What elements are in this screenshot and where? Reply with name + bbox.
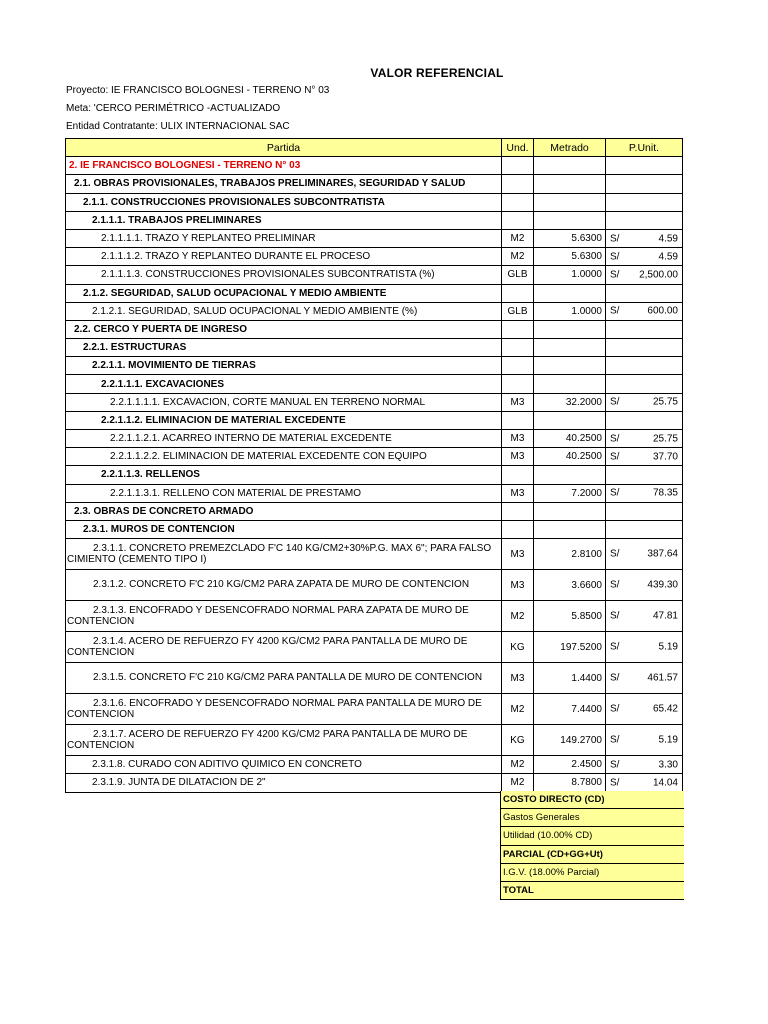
partida-cell: 2. IE FRANCISCO BOLOGNESI - TERRENO N° 03 xyxy=(66,157,502,175)
und-cell xyxy=(502,175,534,193)
partida-cell: 2.3.1.8. CURADO CON ADITIVO QUIMICO EN CONCRETO xyxy=(66,756,502,774)
currency-symbol: S/ xyxy=(610,734,620,746)
punit-cell xyxy=(606,694,683,725)
metrado-cell xyxy=(534,357,606,375)
metrado-cell: 40.2500 xyxy=(534,448,606,466)
punit-cell xyxy=(606,725,683,756)
partida-cell: 2.3.1.2. CONCRETO F'C 210 KG/CM2 PARA ZAPATA DE MURO DE CONTENCION xyxy=(66,570,502,601)
table-row xyxy=(66,774,683,792)
partida-cell: 2.2.1.1.2.2. ELIMINACION DE MATERIAL EXCEDENTE CON EQUIPO xyxy=(66,448,502,466)
und-cell xyxy=(502,357,534,375)
punit-cell xyxy=(606,663,683,694)
und-cell: M3 xyxy=(502,448,534,466)
und-cell: GLB xyxy=(502,302,534,320)
metrado-cell: 5.8500 xyxy=(534,601,606,632)
table-row xyxy=(66,175,683,193)
punit-cell xyxy=(606,601,683,632)
summary-utility: Utilidad (10.00% CD) xyxy=(501,827,684,845)
metrado-cell: 197.5200 xyxy=(534,632,606,663)
punit-cell xyxy=(606,284,683,302)
und-cell xyxy=(502,466,534,484)
budget-table xyxy=(65,138,683,793)
summary-igv: I.G.V. (18.00% Parcial) xyxy=(501,863,684,881)
partida-cell: 2.3.1.3. ENCOFRADO Y DESENCOFRADO NORMAL PARA ZAPATA DE MURO DE CONTENCION xyxy=(66,601,502,632)
unit-price: 5.19 xyxy=(658,641,678,653)
metrado-cell xyxy=(534,411,606,429)
header-und: Und. xyxy=(502,139,534,157)
budget-table-body xyxy=(66,157,683,792)
table-row xyxy=(66,502,683,520)
metrado-cell: 1.4400 xyxy=(534,663,606,694)
metrado-cell: 2.4500 xyxy=(534,756,606,774)
punit-cell xyxy=(606,756,683,774)
unit-price: 37.70 xyxy=(652,451,678,463)
document-title: VALOR REFERENCIAL xyxy=(370,66,504,80)
table-row xyxy=(66,157,683,175)
metrado-cell xyxy=(534,339,606,357)
unit-price: 25.75 xyxy=(652,433,678,445)
punit-cell xyxy=(606,411,683,429)
metrado-cell xyxy=(534,502,606,520)
unit-price: 5.19 xyxy=(658,734,678,746)
currency-symbol: S/ xyxy=(610,233,620,245)
punit-cell xyxy=(606,774,683,792)
table-row xyxy=(66,466,683,484)
punit-cell xyxy=(606,430,683,448)
partida-cell: 2.1.1.1.2. TRAZO Y REPLANTEO DURANTE EL PROCESO xyxy=(66,248,502,266)
partida-cell: 2.2.1.1.1.1. EXCAVACION, CORTE MANUAL EN TERRENO NORMAL xyxy=(66,393,502,411)
header-metrado: Metrado xyxy=(534,139,606,157)
und-cell xyxy=(502,284,534,302)
currency-symbol: S/ xyxy=(610,251,620,263)
partida-cell: 2.1.1.1. TRABAJOS PRELIMINARES xyxy=(66,211,502,229)
table-row xyxy=(66,632,683,663)
partida-cell: 2.1.1.1.3. CONSTRUCCIONES PROVISIONALES SUBCONTRATISTA (%) xyxy=(66,266,502,284)
und-cell: M2 xyxy=(502,694,534,725)
unit-price: 2,500.00 xyxy=(639,269,678,281)
metrado-cell xyxy=(534,211,606,229)
metrado-cell: 149.2700 xyxy=(534,725,606,756)
und-cell xyxy=(502,502,534,520)
und-cell: M3 xyxy=(502,539,534,570)
metrado-cell: 8.7800 xyxy=(534,774,606,792)
summary-general-expenses: Gastos Generales xyxy=(501,809,684,827)
table-row xyxy=(66,756,683,774)
und-cell: M2 xyxy=(502,756,534,774)
currency-symbol: S/ xyxy=(610,396,620,408)
unit-price: 4.59 xyxy=(658,251,678,263)
table-row xyxy=(66,725,683,756)
und-cell: M2 xyxy=(502,601,534,632)
table-row xyxy=(66,393,683,411)
unit-price: 4.59 xyxy=(658,233,678,245)
metrado-cell: 5.6300 xyxy=(534,248,606,266)
partida-cell: 2.3.1.1. CONCRETO PREMEZCLADO F'C 140 KG/CM2+30%P.G. MAX 6"; PARA FALSO CIMIENTO (CEMENTO TIPO I) xyxy=(66,539,502,570)
punit-cell xyxy=(606,248,683,266)
unit-price: 600.00 xyxy=(647,305,678,317)
header-partida: Partida xyxy=(66,139,502,157)
currency-symbol: S/ xyxy=(610,777,620,789)
partida-cell: 2.3.1. MUROS DE CONTENCION xyxy=(66,520,502,538)
currency-symbol: S/ xyxy=(610,610,620,622)
metrado-cell xyxy=(534,175,606,193)
metrado-cell xyxy=(534,284,606,302)
unit-price: 439.30 xyxy=(647,579,678,591)
metrado-cell: 40.2500 xyxy=(534,430,606,448)
metrado-cell: 1.0000 xyxy=(534,266,606,284)
table-row xyxy=(66,520,683,538)
partida-cell: 2.3.1.7. ACERO DE REFUERZO FY 4200 KG/CM2 PARA PANTALLA DE MURO DE CONTENCION xyxy=(66,725,502,756)
table-row xyxy=(66,266,683,284)
punit-cell xyxy=(606,375,683,393)
und-cell: M2 xyxy=(502,774,534,792)
und-cell: M3 xyxy=(502,393,534,411)
und-cell xyxy=(502,320,534,338)
currency-symbol: S/ xyxy=(610,487,620,499)
partida-cell: 2.3.1.4. ACERO DE REFUERZO FY 4200 KG/CM2 PARA PANTALLA DE MURO DE CONTENCION xyxy=(66,632,502,663)
table-row xyxy=(66,430,683,448)
summary-total: TOTAL xyxy=(501,881,684,899)
table-row xyxy=(66,694,683,725)
und-cell: M3 xyxy=(502,570,534,601)
table-row xyxy=(66,601,683,632)
partida-cell: 2.2.1.1.2. ELIMINACION DE MATERIAL EXCEDENTE xyxy=(66,411,502,429)
und-cell: M3 xyxy=(502,663,534,694)
punit-cell xyxy=(606,229,683,247)
partida-cell: 2.2.1.1.1. EXCAVACIONES xyxy=(66,375,502,393)
table-row xyxy=(66,484,683,502)
table-row xyxy=(66,570,683,601)
unit-price: 461.57 xyxy=(647,672,678,684)
partida-cell: 2.1. OBRAS PROVISIONALES, TRABAJOS PRELIMINARES, SEGURIDAD Y SALUD xyxy=(66,175,502,193)
table-row xyxy=(66,320,683,338)
table-row xyxy=(66,375,683,393)
punit-cell xyxy=(606,539,683,570)
unit-price: 47.81 xyxy=(652,610,678,622)
currency-symbol: S/ xyxy=(610,433,620,445)
metrado-cell xyxy=(534,520,606,538)
currency-symbol: S/ xyxy=(610,703,620,715)
table-row xyxy=(66,339,683,357)
metrado-cell xyxy=(534,320,606,338)
und-cell xyxy=(502,211,534,229)
und-cell xyxy=(502,375,534,393)
partida-cell: 2.2.1.1.3.1. RELLENO CON MATERIAL DE PRESTAMO xyxy=(66,484,502,502)
project-line: Proyecto: IE FRANCISCO BOLOGNESI - TERRENO N° 03 xyxy=(66,85,330,96)
currency-symbol: S/ xyxy=(610,759,620,771)
summary-table xyxy=(500,791,684,900)
metrado-cell: 7.2000 xyxy=(534,484,606,502)
und-cell xyxy=(502,520,534,538)
metrado-cell xyxy=(534,375,606,393)
partida-cell: 2.2.1.1.2.1. ACARREO INTERNO DE MATERIAL EXCEDENTE xyxy=(66,430,502,448)
unit-price: 3.30 xyxy=(658,759,678,771)
table-row xyxy=(66,302,683,320)
metrado-cell: 7.4400 xyxy=(534,694,606,725)
metrado-cell xyxy=(534,193,606,211)
metrado-cell: 2.8100 xyxy=(534,539,606,570)
partida-cell: 2.1.1.1.1. TRAZO Y REPLANTEO PRELIMINAR xyxy=(66,229,502,247)
metrado-cell xyxy=(534,466,606,484)
partida-cell: 2.2.1. ESTRUCTURAS xyxy=(66,339,502,357)
table-row xyxy=(66,539,683,570)
punit-cell xyxy=(606,570,683,601)
meta-line: Meta: 'CERCO PERIMÉTRICO -ACTUALIZADO xyxy=(66,103,281,114)
punit-cell xyxy=(606,393,683,411)
und-cell: M2 xyxy=(502,229,534,247)
partida-cell: 2.2. CERCO Y PUERTA DE INGRESO xyxy=(66,320,502,338)
unit-price: 65.42 xyxy=(652,703,678,715)
table-row xyxy=(66,193,683,211)
metrado-cell: 1.0000 xyxy=(534,302,606,320)
punit-cell xyxy=(606,357,683,375)
punit-cell xyxy=(606,175,683,193)
unit-price: 25.75 xyxy=(652,396,678,408)
punit-cell xyxy=(606,266,683,284)
summary-direct-cost: COSTO DIRECTO (CD) xyxy=(501,791,684,809)
und-cell: KG xyxy=(502,632,534,663)
metrado-cell xyxy=(534,157,606,175)
und-cell: KG xyxy=(502,725,534,756)
table-row xyxy=(66,357,683,375)
metrado-cell: 3.6600 xyxy=(534,570,606,601)
table-row xyxy=(66,284,683,302)
und-cell: M3 xyxy=(502,430,534,448)
punit-cell xyxy=(606,520,683,538)
partida-cell: 2.3.1.9. JUNTA DE DILATACION DE 2" xyxy=(66,774,502,792)
partida-cell: 2.1.2. SEGURIDAD, SALUD OCUPACIONAL Y MEDIO AMBIENTE xyxy=(66,284,502,302)
punit-cell xyxy=(606,211,683,229)
unit-price: 78.35 xyxy=(652,487,678,499)
summary-partial: PARCIAL (CD+GG+Ut) xyxy=(501,845,684,863)
partida-cell: 2.3. OBRAS DE CONCRETO ARMADO xyxy=(66,502,502,520)
unit-price: 387.64 xyxy=(647,548,678,560)
punit-cell xyxy=(606,320,683,338)
contracting-entity-line: Entidad Contratante: ULIX INTERNACIONAL SAC xyxy=(66,121,290,132)
punit-cell xyxy=(606,193,683,211)
table-header-row xyxy=(66,139,683,157)
punit-cell xyxy=(606,448,683,466)
table-row xyxy=(66,211,683,229)
header-punit: P.Unit. xyxy=(606,139,683,157)
table-row xyxy=(66,229,683,247)
und-cell: GLB xyxy=(502,266,534,284)
currency-symbol: S/ xyxy=(610,451,620,463)
table-row xyxy=(66,448,683,466)
table-row xyxy=(66,663,683,694)
partida-cell: 2.1.1. CONSTRUCCIONES PROVISIONALES SUBCONTRATISTA xyxy=(66,193,502,211)
punit-cell xyxy=(606,484,683,502)
punit-cell xyxy=(606,502,683,520)
partida-cell: 2.1.2.1. SEGURIDAD, SALUD OCUPACIONAL Y MEDIO AMBIENTE (%) xyxy=(66,302,502,320)
currency-symbol: S/ xyxy=(610,269,620,281)
punit-cell xyxy=(606,632,683,663)
table-row xyxy=(66,248,683,266)
punit-cell xyxy=(606,339,683,357)
und-cell xyxy=(502,339,534,357)
currency-symbol: S/ xyxy=(610,672,620,684)
und-cell xyxy=(502,157,534,175)
metrado-cell: 5.6300 xyxy=(534,229,606,247)
currency-symbol: S/ xyxy=(610,579,620,591)
und-cell xyxy=(502,193,534,211)
currency-symbol: S/ xyxy=(610,305,620,317)
currency-symbol: S/ xyxy=(610,548,620,560)
und-cell: M2 xyxy=(502,248,534,266)
partida-cell: 2.2.1.1. MOVIMIENTO DE TIERRAS xyxy=(66,357,502,375)
punit-cell xyxy=(606,157,683,175)
partida-cell: 2.3.1.6. ENCOFRADO Y DESENCOFRADO NORMAL PARA PANTALLA DE MURO DE CONTENCION xyxy=(66,694,502,725)
metrado-cell: 32.2000 xyxy=(534,393,606,411)
partida-cell: 2.2.1.1.3. RELLENOS xyxy=(66,466,502,484)
table-row xyxy=(66,411,683,429)
unit-price: 14.04 xyxy=(652,777,678,789)
currency-symbol: S/ xyxy=(610,641,620,653)
und-cell xyxy=(502,411,534,429)
und-cell: M3 xyxy=(502,484,534,502)
punit-cell xyxy=(606,466,683,484)
punit-cell xyxy=(606,302,683,320)
partida-cell: 2.3.1.5. CONCRETO F'C 210 KG/CM2 PARA PANTALLA DE MURO DE CONTENCION xyxy=(66,663,502,694)
